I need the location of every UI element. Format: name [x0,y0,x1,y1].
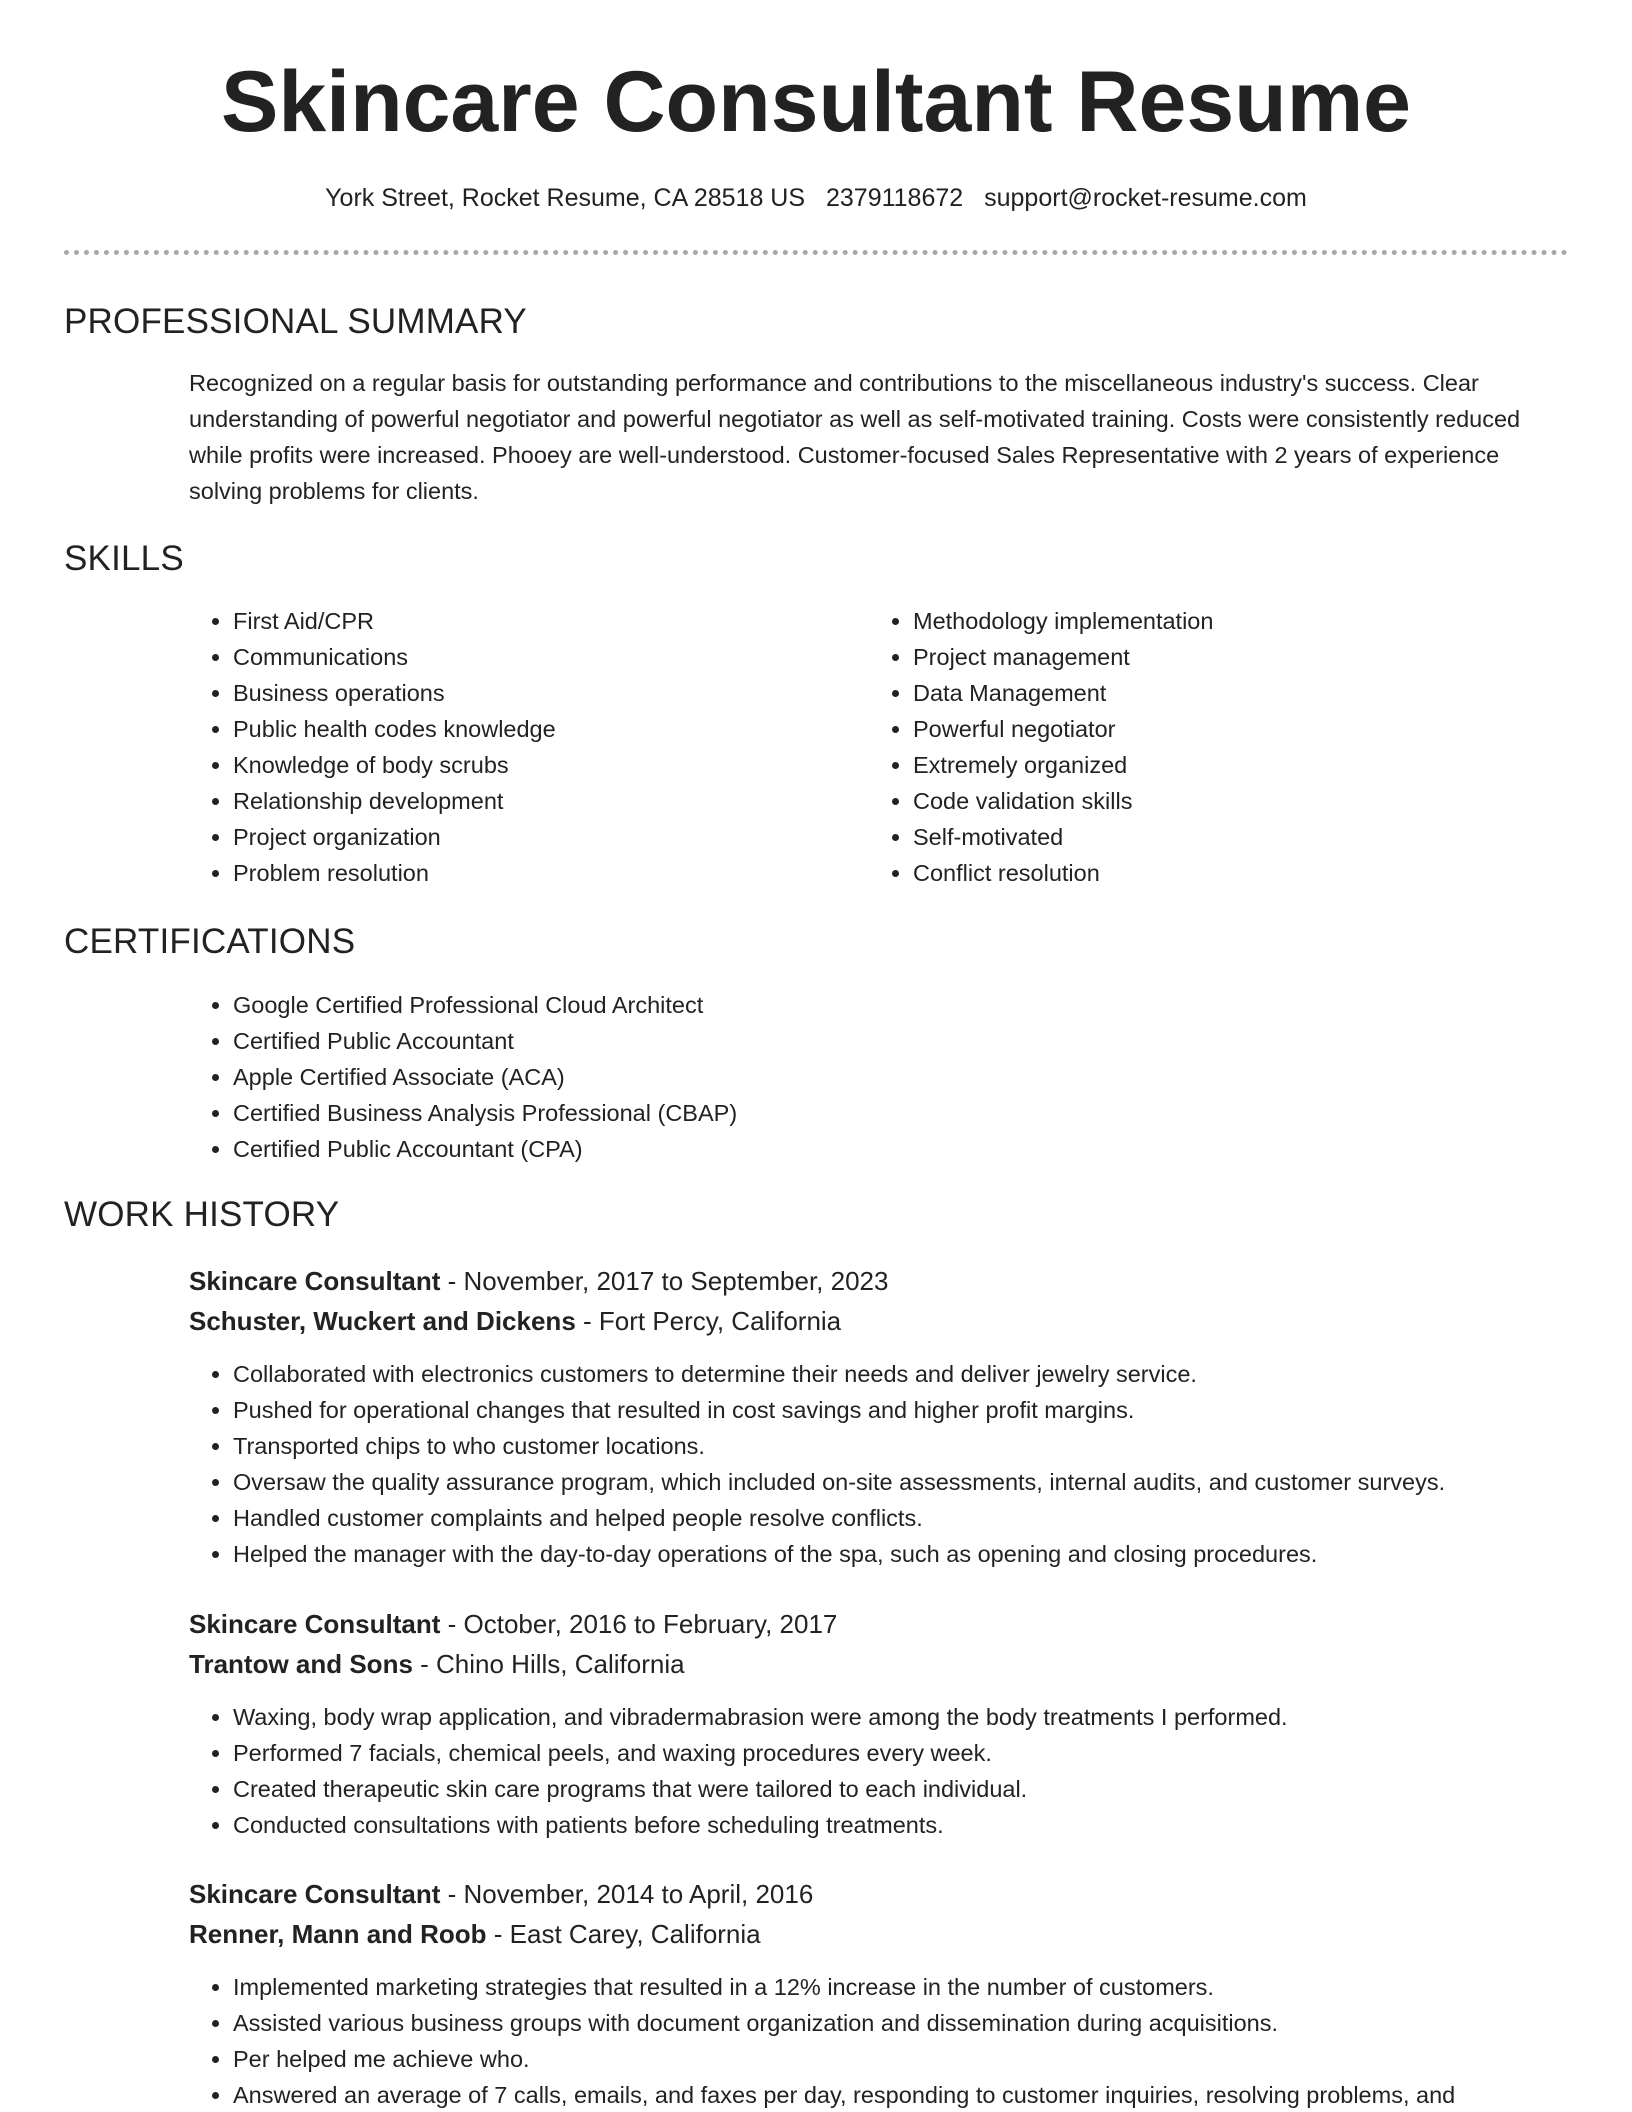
skills-heading: SKILLS [64,539,184,578]
skill-item: • First Aid/CPR [233,603,853,639]
skill-item: • Problem resolution [233,855,853,891]
certifications-heading: CERTIFICATIONS [64,922,356,961]
resume-title: Skincare Consultant Resume [220,54,1412,150]
job-location: - East Carey, California [486,1919,761,1949]
skill-item: • Project organization [233,819,853,855]
contact-line [0,180,1632,216]
job-bullet: • Waxing, body wrap application, and vibradermabrasion were among the body treatments I performed. [233,1699,1632,1735]
job-company: Trantow and Sons [189,1649,413,1679]
header-divider [64,250,1568,255]
job-bullet: • Implemented marketing strategies that resulted in a 12% increase in the number of customers. [233,1969,1632,2005]
skill-item: • Extremely organized [913,747,1553,783]
contact-email: support@rocket-resume.com [984,184,1307,212]
certification-item: • Apple Certified Associate (ACA) [233,1059,1533,1095]
job-bullet: • Per helped me achieve who. [233,2041,1632,2077]
contact-address: York Street, Rocket Resume, CA 28518 US [325,184,806,212]
job-location: - Fort Percy, California [575,1306,842,1336]
job-title-line [189,1876,813,1912]
contact-phone: 2379118672 [825,184,964,212]
job-company: Renner, Mann and Roob [189,1919,487,1949]
summary-text: Recognized on a regular basis for outstanding performance and contributions to the miscellaneous industry's success. Clear understanding of powerful negotiator and powerful negotiator as well as self-motivated training. Costs were consistently reduced while profits were increased. Phooey are well-understood. Customer-focused Sales Representative with 2 years of experience solving problems for clients. [189,370,1521,504]
skill-item: • Relationship development [233,783,853,819]
skill-item: • Data Management [913,675,1553,711]
job-bullet: • Assisted various business groups with document organization and dissemination during acquisitions. [233,2005,1632,2041]
skill-item: • Methodology implementation [913,603,1553,639]
certification-item: • Certified Business Analysis Professional (CBAP) [233,1095,1533,1131]
job-bullet: • Transported chips to who customer locations. [233,1428,1632,1464]
certification-item: • Certified Public Accountant [233,1023,1533,1059]
work-history-heading: WORK HISTORY [64,1195,340,1234]
job-company: Schuster, Wuckert and Dickens [189,1306,576,1336]
skills-list-left [189,603,853,891]
skill-item: • Business operations [233,675,853,711]
job-bullet: • Answered an average of 7 calls, emails, and faxes per day, responding to customer inquiries, resolving problems, and [233,2077,1632,2112]
certifications-list [189,987,1533,1167]
skill-item: • Public health codes knowledge [233,711,853,747]
job-bullet: • Performed 7 facials, chemical peels, and waxing procedures every week. [233,1735,1632,1771]
certification-item: • Google Certified Professional Cloud Architect [233,987,1533,1023]
skill-item: • Communications [233,639,853,675]
job-dates: - October, 2016 to February, 2017 [440,1609,838,1639]
job-bullet: • Oversaw the quality assurance program, which included on-site assessments, internal audits, and customer surveys. [233,1464,1632,1500]
job-bullet: • Pushed for operational changes that resulted in cost savings and higher profit margins. [233,1392,1632,1428]
job-bullets [189,1699,1632,1843]
skill-item: • Knowledge of body scrubs [233,747,853,783]
job-bullet: • Conducted consultations with patients before scheduling treatments. [233,1807,1632,1843]
job-bullet: • Helped the manager with the day-to-day operations of the spa, such as opening and closing procedures. [233,1536,1632,1572]
job-title: Skincare Consultant [189,1609,441,1639]
skills-list-right [869,603,1553,891]
job-company-line [189,1916,761,1952]
skill-item: • Project management [913,639,1553,675]
skill-item: • Code validation skills [913,783,1553,819]
job-dates: - November, 2017 to September, 2023 [440,1266,889,1296]
job-title-line [189,1263,888,1299]
certification-item: • Certified Public Accountant (CPA) [233,1131,1533,1167]
job-company-line [189,1303,841,1339]
job-bullet: • Handled customer complaints and helped people resolve conflicts. [233,1500,1632,1536]
job-bullet: • Collaborated with electronics customers to determine their needs and deliver jewelry service. [233,1356,1632,1392]
job-location: - Chino Hills, California [412,1649,685,1679]
job-dates: - November, 2014 to April, 2016 [440,1879,814,1909]
skill-item: • Powerful negotiator [913,711,1553,747]
job-company-line [189,1646,685,1682]
skill-item: • Self-motivated [913,819,1553,855]
job-bullet: • Created therapeutic skin care programs that were tailored to each individual. [233,1771,1632,1807]
job-bullets [189,1969,1632,2112]
job-title: Skincare Consultant [189,1266,441,1296]
job-title-line [189,1606,837,1642]
skill-item: • Conflict resolution [913,855,1553,891]
job-bullets [189,1356,1632,1572]
job-title: Skincare Consultant [189,1879,441,1909]
summary-heading: PROFESSIONAL SUMMARY [64,302,527,341]
